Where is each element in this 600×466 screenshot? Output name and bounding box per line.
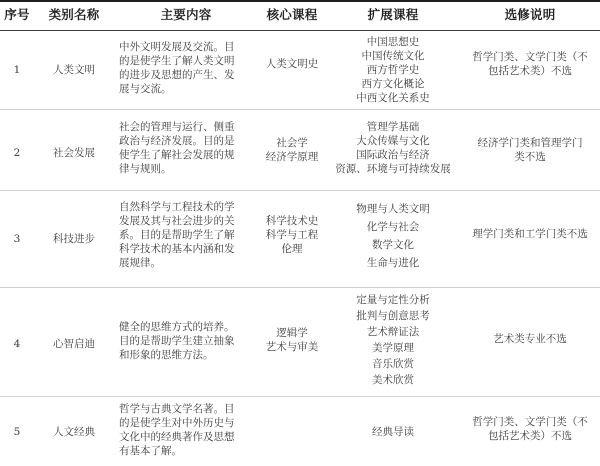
- row-category: 心智启迪: [53, 338, 95, 350]
- header-content: 主要内容: [160, 7, 212, 22]
- row-elective-note: 经济学门类和管理学门 类不选: [477, 137, 583, 163]
- header-rule: [0, 30, 600, 31]
- header-core: 核心课程: [266, 7, 318, 22]
- header-extended: 扩展课程: [367, 7, 419, 22]
- row-category: 人类文明: [53, 64, 95, 76]
- row-category: 社会发展: [53, 147, 95, 159]
- header-note: 选修说明: [504, 7, 556, 22]
- row-core-courses: 社会学 经济学原理: [265, 137, 319, 163]
- row-core-courses: 科学技术史 科学与工程 伦理: [265, 215, 319, 255]
- row-extended-courses: 中国思想史 中国传统文化 西方哲学史 西方文化概论 中西文化关系史: [356, 36, 430, 104]
- row-elective-note: 理学门类和工学门类不选: [472, 228, 588, 240]
- row-extended-courses: 物理与人类文明 化学与社会 数学文化 生命与进化: [356, 203, 430, 269]
- row-rule: [0, 287, 600, 288]
- row-rule: [0, 190, 600, 191]
- row-category: 科技进步: [53, 233, 95, 245]
- row-elective-note: 哲学门类、文学门类（不 包括艺术类）不选: [472, 51, 588, 77]
- row-extended-courses: 定量与定性分析 批判与创意思考 艺术辩证法 美学原理 音乐欣赏 美术欣赏: [356, 294, 430, 386]
- row-content: 哲学与古典文学名著。目 的是使学生对中外历史与 文化中的经典著作及思想 有基本了解。: [119, 403, 235, 457]
- row-category: 人文经典: [53, 426, 95, 438]
- row-content: 自然科学与工程技术的学 发展及其与社会进步的关 系。目的是帮助学生了解 科学技术的基本内涵和发 展规律。: [119, 201, 235, 269]
- row-content: 中外文明发展及交流。目 的是使学生了解人类文明 的进步及思想的产生、发 展与交流。: [119, 41, 235, 95]
- row-elective-note: 哲学门类、文学门类（不 包括艺术类）不选: [472, 416, 588, 442]
- row-number: 5: [13, 426, 21, 438]
- row-content: 社会的管理与运行、侧重 政治与经济发展。目的是 使学生了解社会发展的规 律与规则。: [119, 121, 235, 175]
- header-category: 类别名称: [48, 7, 100, 22]
- row-extended-courses: 经典导读: [372, 426, 414, 438]
- row-number: 1: [13, 64, 21, 76]
- row-number: 4: [13, 338, 21, 350]
- row-number: 3: [13, 233, 21, 245]
- row-core-courses: 人类文明史: [265, 58, 319, 70]
- table-top-rule: [0, 0, 600, 2]
- row-number: 2: [13, 147, 21, 159]
- row-rule: [0, 396, 600, 397]
- row-elective-note: 艺术类专业不选: [493, 333, 567, 345]
- header-no: 序号: [4, 7, 30, 22]
- row-core-courses: 逻辑学 艺术与审美: [265, 327, 319, 353]
- row-extended-courses: 管理学基础 大众传媒与文化 国际政治与经济 资源、环境与可持续发展: [335, 121, 451, 175]
- row-rule: [0, 109, 600, 110]
- row-content: 健全的思维方式的培养。 目的是帮助学生建立抽象 和形象的思维方法。: [119, 321, 235, 361]
